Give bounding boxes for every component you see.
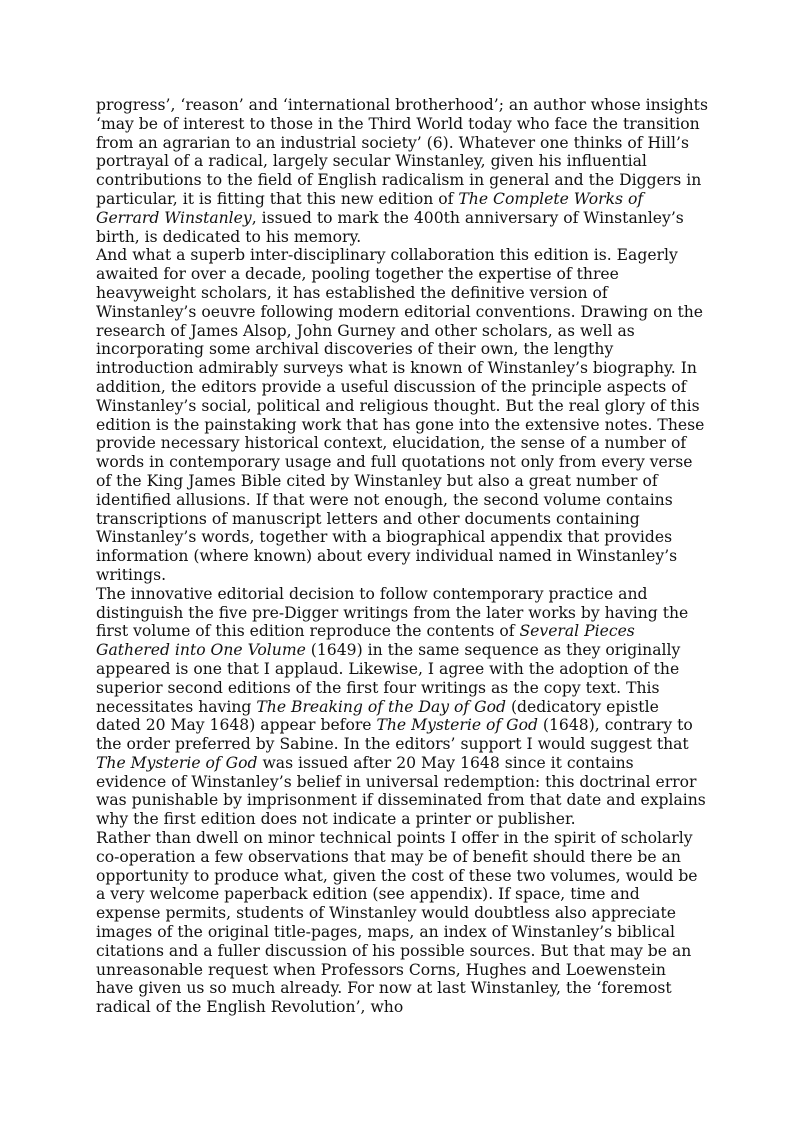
document-body: [96, 96, 708, 1017]
paragraph-text: (1648), contrary to the order preferred by Sabine. In the editors’ support I would suggest that: [96, 716, 693, 754]
paragraph-text: Rather than dwell on minor technical points I offer in the spirit of scholarly co-operation a few observations that may be of benefit should there be an opportunity to produce what, given the cost of these two volumes, would be a very welcome paperback edition (see appendix). If space, time and expense permits, students of Winstanley would doubtless also appreciate images of the original title-pages, maps, an index of Winstanley’s biblical citations and a fuller discussion of his possible sources. But that may be an unreasonable request when Professors Corns, Hughes and Loewenstein have given us so much already. For now at last Winstanley, the ‘foremost radical of the English Revolution’, who: [96, 829, 698, 1017]
paragraph-text: And what a superb inter-disciplinary collaboration this edition is. Eagerly awaited for over a decade, pooling together the expertise of three heavyweight scholars, it has established the definitive version of Winstanley’s oeuvre following modern editorial conventions. Drawing on the research of James Alsop, John Gurney and other scholars, as well as incorporating some archival discoveries of their own, the lengthy introduction admirably surveys what is known of Winstanley’s biography. In addition, the editors provide a useful discussion of the principle aspects of Winstanley’s social, political and religious thought. But the real glory of this edition is the painstaking work that has gone into the extensive notes. These provide necessary historical context, elucidation, the sense of a number of words in contemporary usage and full quotations not only from every verse of the King James Bible cited by Winstanley but also a great number of identified allusions. If that were not enough, the second volume contains transcriptions of manuscript letters and other documents containing Winstanley’s words, together with a biographical appendix that provides information (where known) about every individual named in Winstanley’s writings.: [96, 246, 705, 584]
paragraph-text: (1649) in the same sequence as they originally appeared is one that I applaud. Likewise, I agree with the adoption of the superior second editions of the first four writings as the copy text. This necessitates having: [96, 641, 681, 716]
paragraph: [96, 585, 708, 829]
paragraph-text: was issued after 20 May 1648 since it contains evidence of Winstanley’s belief in universal redemption: this doctrinal error was punishable by imprisonment if disseminated from that date and explains why the first edition does not indicate a printer or publisher.: [96, 753, 706, 829]
paragraph-text: progress’, ‘reason’ and ‘international brotherhood’; an author whose insights ‘may be of interest to those in the Third World today who face the transition from an agrarian to an industrial society’ (6). Whatever one thinks of Hill’s portrayal of a radical, largely secular Winstanley, given his influential contributions to the field of English radicalism in general and the Diggers in particular, it is fitting that this new edition of: [96, 96, 708, 208]
book-title: The Mysterie of God: [96, 753, 258, 772]
book-title: The Breaking of the Day of God: [256, 697, 506, 716]
paragraph-text: , issued to mark the 400th anniversary of Winstanley’s birth, is dedicated to his memory.: [96, 208, 684, 246]
book-title: The Mysterie of God: [376, 716, 538, 735]
paragraph: [96, 96, 708, 246]
book-title: The Complete Works of Gerrard Winstanley: [96, 189, 644, 227]
paragraph-text: (dedicatory epistle dated 20 May 1648) appear before: [96, 697, 659, 735]
book-title: Several Pieces Gathered into One Volume: [96, 622, 635, 660]
paragraph: [96, 829, 708, 1017]
paragraph: [96, 246, 708, 584]
paragraph-text: The innovative editorial decision to follow contemporary practice and distinguish the five pre-Digger writings from the later works by having the first volume of this edition reproduce the contents of: [96, 584, 689, 641]
